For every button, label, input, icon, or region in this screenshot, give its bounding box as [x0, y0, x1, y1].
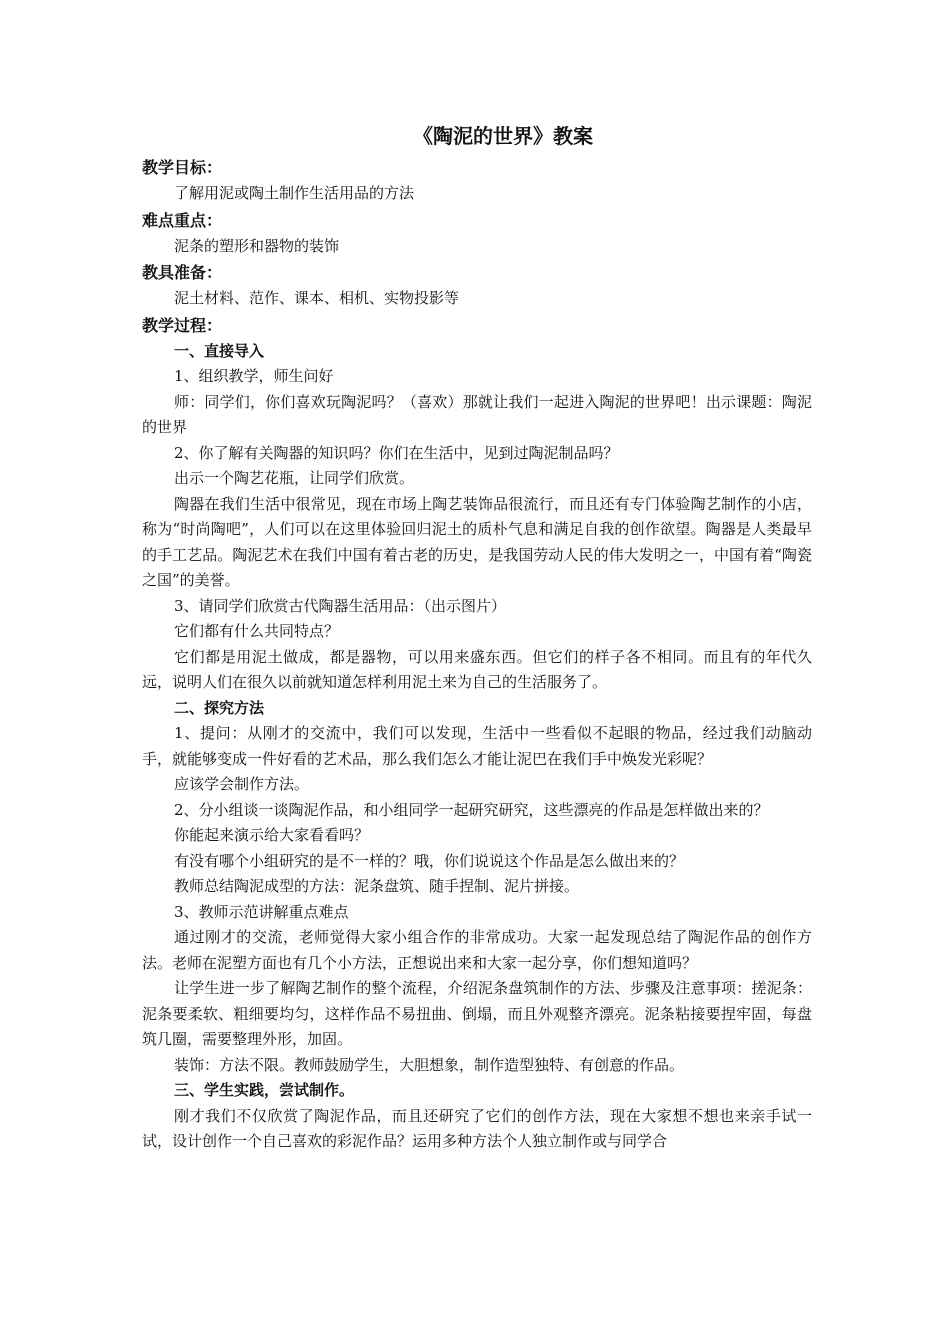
section-heading-process: 教学过程： [142, 315, 223, 335]
materials-text: 泥土材料、范作、课本、相机、实物投影等 [174, 289, 460, 307]
paragraph: 2、你了解有关陶器的知识吗？你们在生活中，见到过陶泥制品吗？ [174, 443, 619, 462]
paragraph: 有没有哪个小组研究的是不一样的？哦，你们说说这个作品是怎么做出来的？ [174, 851, 685, 870]
subsection-heading-intro: 一、直接导入 [174, 341, 265, 360]
paragraph: 教师总结陶泥成型的方法：泥条盘筑、随手捏制、泥片拼接。 [174, 877, 580, 895]
section-heading-goals: 教学目标： [142, 158, 223, 177]
paragraph: 3、教师示范讲解重点难点 [174, 902, 349, 921]
paragraph: 你能起来演示给大家看看吗？ [174, 826, 370, 844]
paragraph: 它们都有什么共同特点？ [174, 622, 340, 640]
paragraph: 通过刚才的交流，老师觉得大家小组合作的非常成功。大家一起发现总结了陶泥作品的创作方法。老师在泥塑方面也有几个小方法，正想说出来和大家一起分享，你们想知道吗？ [142, 928, 812, 972]
document-title: 《陶泥的世界》教案 [413, 124, 593, 148]
key-points-text: 泥条的塑形和器物的装饰 [174, 236, 340, 255]
paragraph: 师：同学们，你们喜欢玩陶泥吗？（喜欢）那就让我们一起进入陶泥的世界吧！出示课题：陶泥的世界 [142, 392, 812, 436]
document-page [142, 118, 812, 1155]
goals-text: 了解用泥或陶土制作生活用品的方法 [174, 184, 415, 202]
paragraph: 出示一个陶艺花瓶，让同学们欣赏。 [174, 469, 415, 487]
subsection-heading-explore: 二、探究方法 [174, 698, 265, 717]
paragraph: 它们都是用泥土做成，都是器物，可以用来盛东西。但它们的样子各不相同。而且有的年代久远，说明人们在很久以前就知道怎样利用泥土来为自己的生活服务了。 [142, 647, 812, 691]
paragraph: 应该学会制作方法。 [174, 775, 310, 793]
paragraph: 装饰：方法不限。教师鼓励学生，大胆想象，制作造型独特、有创意的作品。 [174, 1055, 685, 1074]
paragraph: 刚才我们不仅欣赏了陶泥作品，而且还研究了它们的创作方法，现在大家想不想也来亲手试一试，设计创作一个自己喜欢的彩泥作品？运用多种方法个人独立制作或与同学合 [142, 1106, 812, 1150]
subsection-heading-practice: 三、学生实践，尝试制作。 [174, 1081, 355, 1099]
paragraph: 1、组织教学，师生问好 [174, 367, 334, 385]
paragraph: 陶器在我们生活中很常见，现在市场上陶艺装饰品很流行，而且还有专门体验陶艺制作的小店，称为“时尚陶吧”，人们可以在这里体验回归泥土的质朴气息和满足自我的创作欲望。陶器是人类最早的手工艺品。陶泥艺术在我们中国有着古老的历史，是我国劳动人民的伟大发明之一，中国有着“陶瓷之国”的美誉。 [142, 494, 812, 589]
section-heading-key-points: 难点重点： [142, 210, 223, 230]
paragraph: 3、请同学们欣赏古代陶器生活用品：（出示图片） [174, 596, 507, 615]
section-heading-materials: 教具准备： [142, 263, 223, 282]
paragraph: 2、分小组谈一谈陶泥作品，和小组同学一起研究研究，这些漂亮的作品是怎样做出来的？ [174, 800, 769, 819]
paragraph: 让学生进一步了解陶艺制作的整个流程，介绍泥条盘筑制作的方法、步骤及注意事项：搓泥条：泥条要柔软、粗细要均匀，这样作品不易扭曲、倒塌，而且外观整齐漂亮。泥条粘接要捏牢固，每盘筑几圈，需要整理外形，加固。 [142, 979, 812, 1048]
paragraph: 1、提问：从刚才的交流中，我们可以发现，生活中一些看似不起眼的物品，经过我们动脑动手，就能够变成一件好看的艺术品，那么我们怎么才能让泥巴在我们手中焕发光彩呢？ [142, 724, 812, 768]
